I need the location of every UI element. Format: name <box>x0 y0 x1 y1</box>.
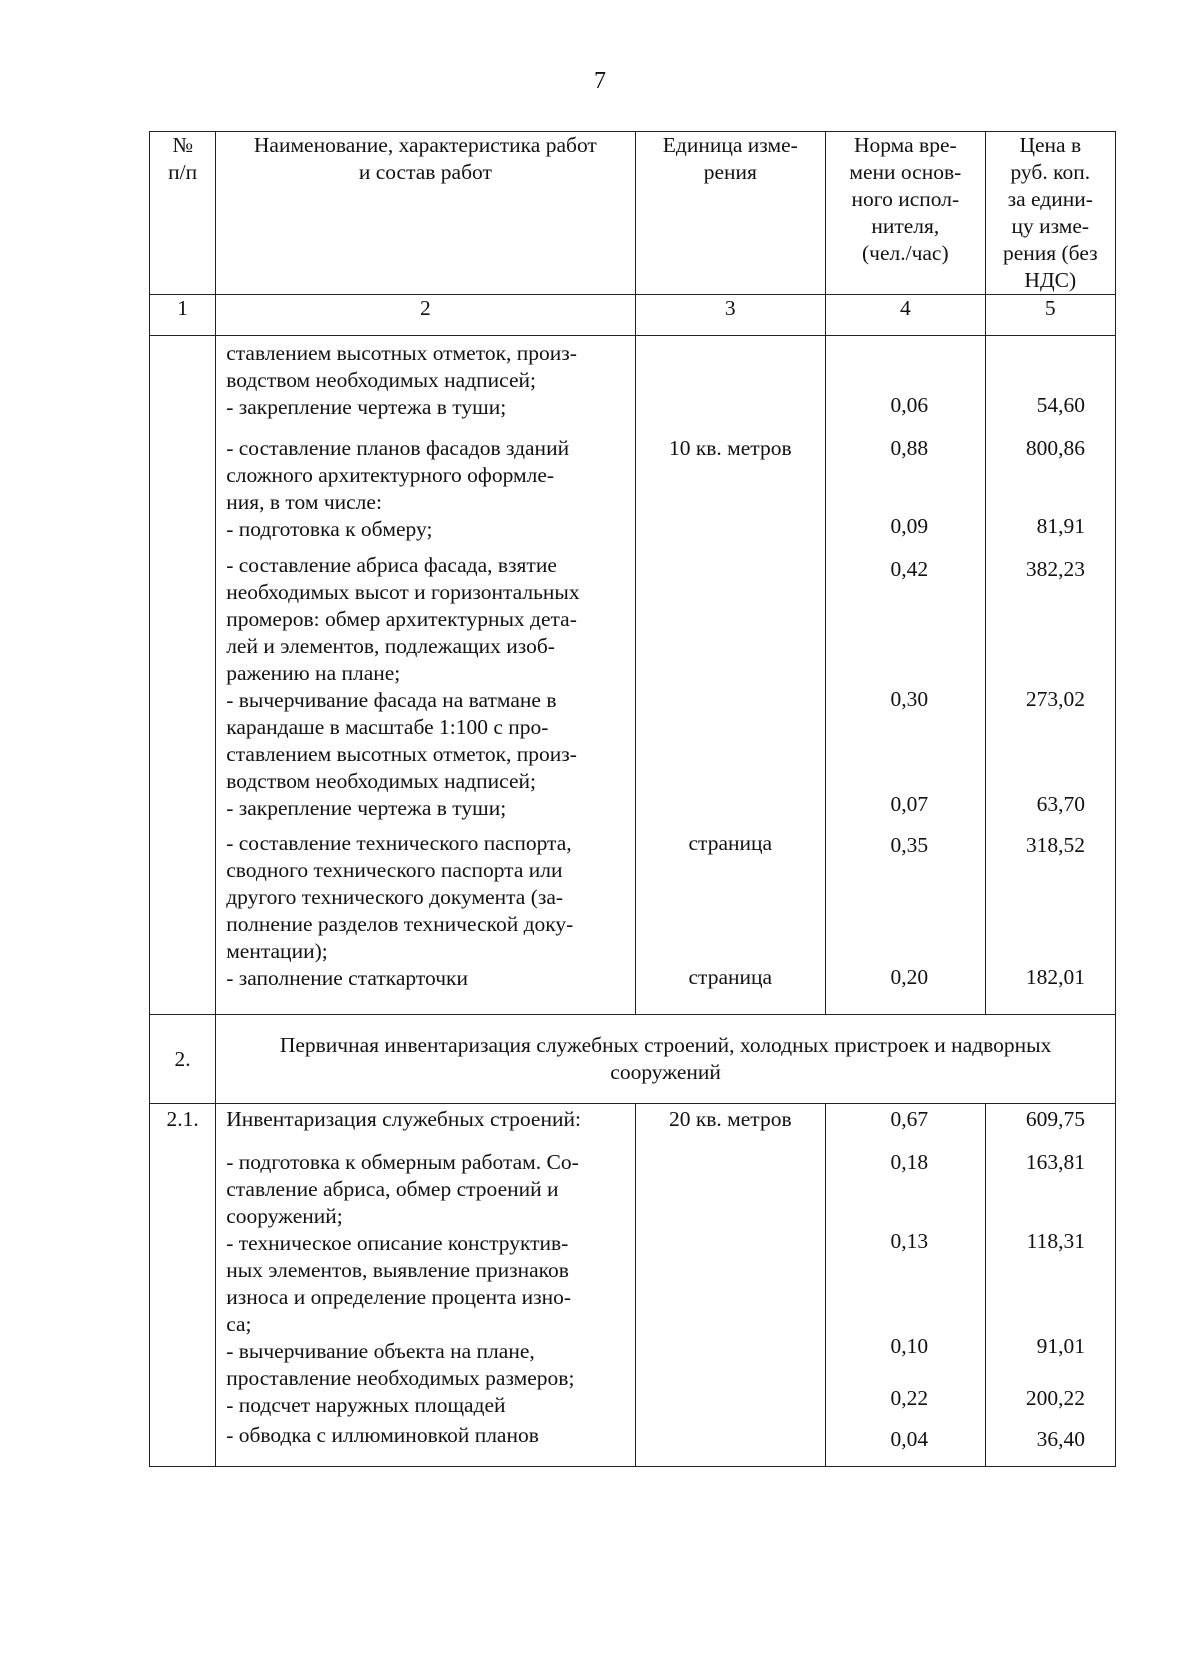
norm-value: 0,88 <box>890 436 929 460</box>
price-value: 318,52 <box>1025 833 1085 857</box>
work-description: Инвентаризация служебных строений: <box>226 1107 581 1131</box>
price-value: 609,75 <box>1025 1107 1085 1131</box>
norm-value: 0,35 <box>890 833 929 857</box>
unit-value: страница <box>688 831 773 855</box>
norm-value: 0,07 <box>890 792 929 816</box>
norm-value: 0,22 <box>890 1386 929 1410</box>
description-cell <box>216 336 635 1015</box>
norm-value: 0,04 <box>890 1427 929 1451</box>
table-row <box>150 1104 1116 1467</box>
column-number: 2 <box>216 295 635 336</box>
row-number-cell <box>150 336 216 1015</box>
work-description: - составление планов фасадов зданий сложного архитектурного оформле- ния, в том числе: - подготовка к обмеру; <box>226 436 570 541</box>
norm-value: 0,18 <box>890 1150 929 1174</box>
price-cell <box>985 336 1115 1015</box>
section-number: 2. <box>150 1015 216 1104</box>
price-value: 36,40 <box>1036 1427 1085 1451</box>
section-title: Первичная инвентаризация служебных строений, холодных пристроек и надворных сооружений <box>216 1015 1116 1104</box>
work-description: - составление технического паспорта, сводного технического паспорта или другого технического документа (за- полнение разделов технической доку- ментации); - заполнение статкарточки <box>226 831 574 990</box>
section-row <box>150 1015 1116 1104</box>
price-value: 118,31 <box>1026 1229 1085 1253</box>
column-number: 5 <box>985 295 1115 336</box>
work-description: - обводка с иллюминовкой планов <box>226 1423 539 1447</box>
description-cell <box>216 1104 635 1467</box>
work-description: ставлением высотных отметок, произ- водством необходимых надписей; - закрепление чертежа в туши; <box>226 341 577 419</box>
norm-value: 0,20 <box>890 965 929 989</box>
column-number: 4 <box>826 295 985 336</box>
norm-value: 0,30 <box>890 687 929 711</box>
price-value: 182,01 <box>1025 965 1085 989</box>
norm-cell <box>826 336 985 1015</box>
price-value: 54,60 <box>1036 393 1085 417</box>
header-norm: Норма вре- мени основ- ного испол- нителя, (чел./час) <box>826 132 985 295</box>
row-number-cell <box>150 1104 216 1467</box>
header-price: Цена в руб. коп. за едини- цу изме- рения (без НДС) <box>985 132 1115 295</box>
header-number: № п/п <box>150 132 216 295</box>
header-name: Наименование, характеристика работ и состав работ <box>216 132 635 295</box>
price-value: 382,23 <box>1025 557 1085 581</box>
price-value: 91,01 <box>1036 1334 1085 1358</box>
norm-value: 0,10 <box>890 1334 929 1358</box>
row-number: 2.1. <box>166 1107 199 1131</box>
norm-cell <box>826 1104 985 1467</box>
unit-cell <box>635 336 826 1015</box>
table-row <box>150 336 1116 1015</box>
norm-value: 0,06 <box>890 393 929 417</box>
price-value: 800,86 <box>1025 436 1085 460</box>
unit-cell <box>635 1104 826 1467</box>
column-number: 1 <box>150 295 216 336</box>
column-number: 3 <box>635 295 826 336</box>
norm-value: 0,42 <box>890 557 929 581</box>
tariff-table <box>149 131 1116 1467</box>
unit-value: 10 кв. метров <box>668 436 792 460</box>
column-number-row <box>150 295 1116 336</box>
unit-value: страница <box>688 965 773 989</box>
price-value: 200,22 <box>1025 1386 1085 1410</box>
unit-value: 20 кв. метров <box>668 1107 792 1131</box>
price-cell <box>985 1104 1115 1467</box>
price-value: 273,02 <box>1025 687 1085 711</box>
work-description: - составление абриса фасада, взятие необходимых высот и горизонтальных промеров: обмер архитектурных дета- лей и элементов, подлежащих изоб- ражению на плане; - вычерчивание фасада на ватмане в карандаше в масштабе 1:100 с про- ставлением высотных отметок, произ- водством необходимых надписей; - закрепление чертежа в туши; <box>226 553 580 820</box>
header-unit: Единица изме- рения <box>635 132 826 295</box>
work-description: - подготовка к обмерным работам. Со- ставление абриса, обмер строений и сооружений; - техническое описание конструктив- ных элементов, выявление признаков износа и определение процента изно- са; - вычерчивание объекта на плане, проставление необходимых размеров; - подсчет наружных площадей <box>226 1150 579 1417</box>
page-number: 7 <box>594 68 606 94</box>
price-value: 163,81 <box>1025 1150 1085 1174</box>
norm-value: 0,67 <box>890 1107 929 1131</box>
norm-value: 0,09 <box>890 514 929 538</box>
price-value: 81,91 <box>1036 514 1085 538</box>
table-header-row <box>150 132 1116 295</box>
price-value: 63,70 <box>1036 792 1085 816</box>
norm-value: 0,13 <box>890 1229 929 1253</box>
